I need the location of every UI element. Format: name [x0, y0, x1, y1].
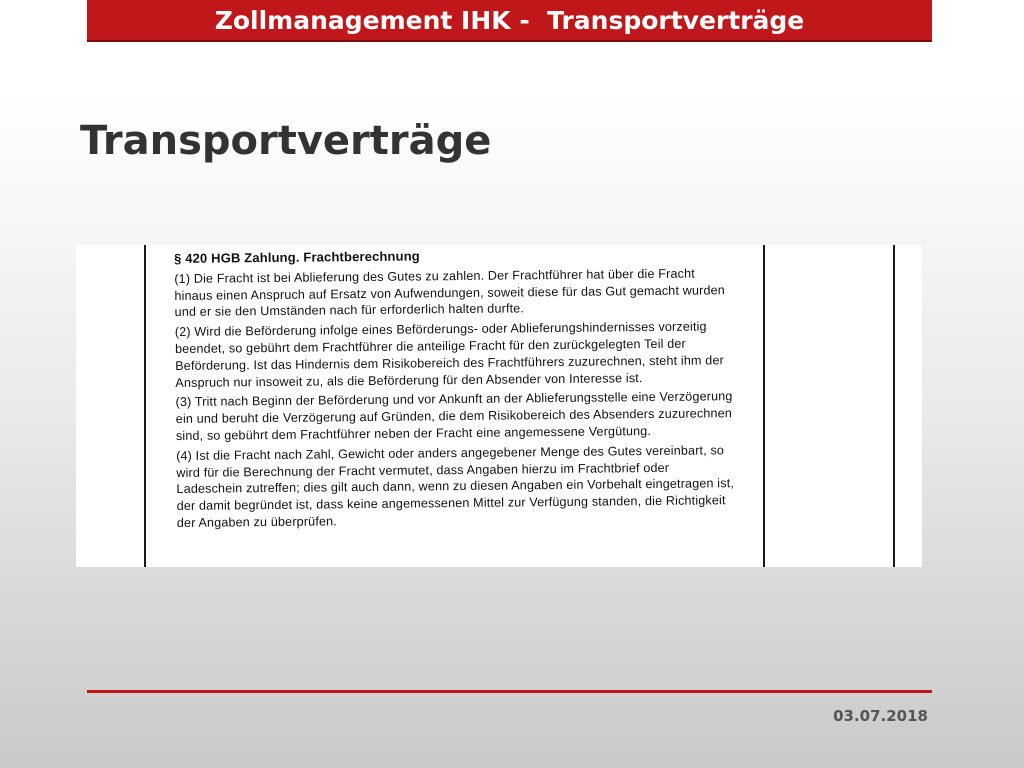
scanned-document-image [76, 245, 922, 567]
footer-divider [87, 690, 932, 693]
scan-column-line-right [893, 245, 895, 567]
header-bar [87, 0, 932, 42]
document-paragraph-3: (3) Tritt nach Beginn der Beförderung und vor Ankunft an der Ablieferungsstelle eine Verzögerung ein und beruht die Verzögerung auf Gründen, die dem Risikobereich des Absenders zuzurechnen sind, so gebührt dem Frachtführer neben der Fracht eine angemessene Vergütung. [175, 389, 733, 443]
document-paragraph-1: (1) Die Fracht ist bei Ablieferung des Gutes zu zahlen. Der Frachtführer hat über die Fracht hinaus einen Anspruch auf Ersatz von Aufwendungen, soweit diese für das Gut gemacht wurden und er sie den Umständen nach für erforderlich halten durfte. [174, 266, 725, 320]
slide-title: Transportverträge [80, 118, 492, 164]
header-title: Zollmanagement IHK - Transportverträge [214, 5, 805, 35]
document-paragraph-4: (4) Ist die Fracht nach Zahl, Gewicht oder anders angegebener Menge des Gutes vereinbart, so wird für die Berechnung der Fracht vermutet, dass Angaben hierzu im Frachtbrief oder Ladeschein zutreffen; dies gilt auch dann, wenn zu diesen Angaben ein Vorbehalt eingetragen ist, der damit begründet ist, dass keine angemessenen Mittel zur Verfügung standen, die Richtigkeit der Angaben zu überprüfen. [176, 443, 735, 530]
document-paragraph-2: (2) Wird die Beförderung infolge eines Beförderungs- oder Ablieferungshindernisses vorzeitig beendet, so gebührt dem Frachtführer die anteilige Fracht für den zurückgelegten Teil der Beförderung. Ist das Hindernis dem Risikobereich des Frachtführers zuzurechnen, steht ihm der Anspruch nur insoweit zu, als die Beförderung für den Absender von Interesse ist. [174, 319, 724, 390]
document-heading: § 420 HGB Zahlung. Frachtberechnung [174, 248, 420, 266]
scan-text-block [174, 245, 737, 535]
scan-column-line-left [144, 245, 146, 567]
scan-column-line-middle [763, 245, 765, 567]
footer-date: 03.07.2018 [833, 707, 928, 725]
